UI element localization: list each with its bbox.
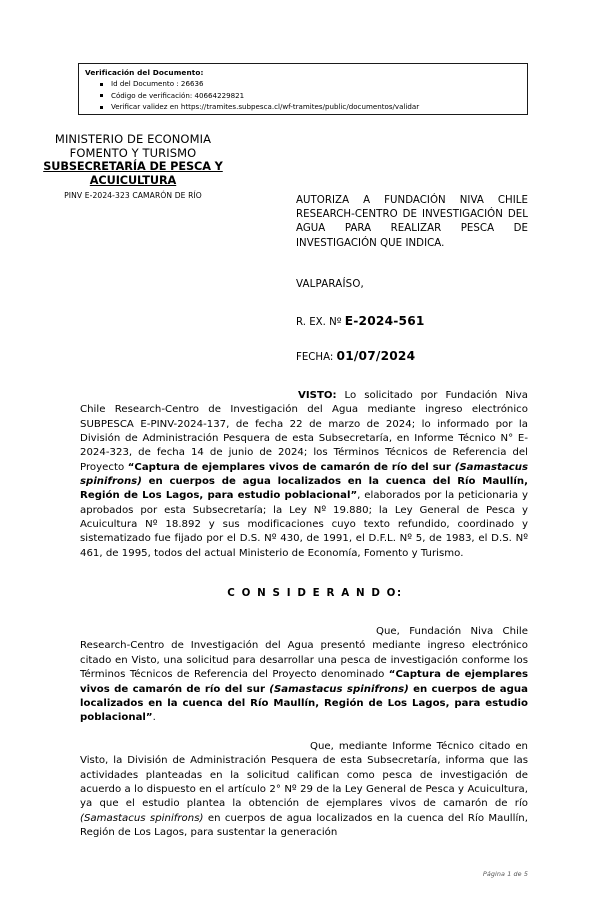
considerando-2-text-2: en cuerpos de agua localizados en la cuenca del Río Maullín, Región de Los Lagos, para sustentar la generación [80,812,528,838]
considerando-paragraph-1 [80,625,528,725]
resolution-number-value: E-2024-561 [344,313,425,328]
verification-list [85,78,527,113]
document-verification-box [78,63,528,115]
page-number-label: Página 1 de 5 [482,870,528,878]
project-code: PINV E-2024-323 CAMARÓN DE RÍO [64,191,202,200]
visto-project-species: (Samastacus spinifrons) [80,461,528,488]
page-footer [0,870,528,878]
resolution-number [296,314,528,328]
considerando-1-lead: Que, Fundación Niva Chile Research- [80,626,528,652]
verification-title: Verificación del Documento: [85,68,204,77]
visto-heading: VISTO: [298,390,337,401]
visto-project-title-part-1: “Captura de ejemplares vivos de camarón de río del sur [127,461,455,473]
subsecretaria-title: SUBSECRETARÍA DE PESCA Y ACUICULTURA [43,160,223,187]
verification-item-code: Código de verificación: 40664229821 [111,90,527,102]
visto-paragraph [80,389,528,561]
resolution-number-label: R. EX. Nº [296,316,342,328]
resolution-date-label: FECHA: [296,351,334,363]
considerando-1-text-2: . [152,712,156,724]
considerando-heading: C O N S I D E R A N D O: [227,587,403,600]
resolution-date-value: 01/07/2024 [336,348,416,363]
considerando-2-lead: Que, mediante Informe Técnico citado [310,740,516,752]
visto-project-title-part-2: en cuerpos de agua localizados en la cuenca del Río Maullín, Región de Los Lagos, para estudio poblacional” [80,476,528,502]
considerando-1-project-title-part-2: en cuerpos de agua localizados en la cuenca del Río Maullín, Región de Los Lagos, para estudio poblacional” [80,683,529,724]
verification-item-url: Verificar validez en https://tramites.subpesca.cl/wf-tramites/public/documentos/validar [111,101,527,113]
verification-item-document-id: Id del Documento : 26636 [111,78,527,90]
considerando-1-project-title-part-1: “Captura de ejemplares vivos de camarón de río del sur [80,669,528,695]
visto-text-1: Lo solicitado por Fundación Niva Chile Research-Centro de Investigación del Agua mediante ingreso electrónico SUBPESCA E-PINV-2024-137, de fecha 22 de marzo de 2024; lo informado por la División de Administración Pesquera de esta Subsecretaría, en Informe Técnico N° E-2024-323, de fecha 14 de junio de 2024; los Términos Técnicos de Referencia del Proyecto [80,390,528,473]
considerando-1-project-species: (Samastacus spinifrons) [269,683,409,695]
considerando-2-text-1: en Visto, la División de Administración Pesquera de esta Subsecretaría, informa que las actividades planteadas en la solicitud califican como pesca de investigación de acuerdo a lo dispuesto en el artículo 2° Nº 29 de la Ley General de Pesca y Acuicultura, ya que el estudio plantea la obtención de ejemplares vivos de camarón de río [80,740,528,810]
ministry-line-1: MINISTERIO DE ECONOMIA [54,132,212,146]
considerando-heading-wrap [80,587,528,599]
visto-text-2: , elaborados por la peticionaria y aprobados por esta Subsecretaría; la Ley Nº 19.880; la Ley General de Pesca y Acuicultura Nº 18.892 y sus modificaciones cuyo texto refundido, coordinado y sistematizado fue fijado por el D.S. Nº 430, de 1991, el D.F.L. Nº 5, de 1983, el D.S. Nº 461, de 1995, todos del actual Ministerio de Economía, Fomento y Turismo. [80,490,528,559]
considerando-paragraph-2 [80,740,528,840]
resolution-header-block [296,194,528,363]
ministry-line-2: FOMENTO Y TURISMO [69,146,197,160]
considerando-2-species: (Samastacus spinifrons) [80,812,204,824]
considerando-1-text-1: Centro de Investigación del Agua presentó mediante ingreso electrónico citado en Visto, una solicitud para desarrollar una pesca de investigación conforme los Términos Técnicos de Referencia del Proyecto denominado [80,640,528,681]
document-body [80,389,528,840]
ministry-header [33,132,233,202]
resolution-city: VALPARAÍSO, [296,278,364,290]
resolution-subject: AUTORIZA A FUNDACIÓN NIVA CHILE RESEARCH-CENTRO DE INVESTIGACIÓN DEL AGUA PARA REALIZAR PESCA DE INVESTIGACIÓN QUE INDICA. [296,195,528,249]
resolution-date [296,349,528,363]
